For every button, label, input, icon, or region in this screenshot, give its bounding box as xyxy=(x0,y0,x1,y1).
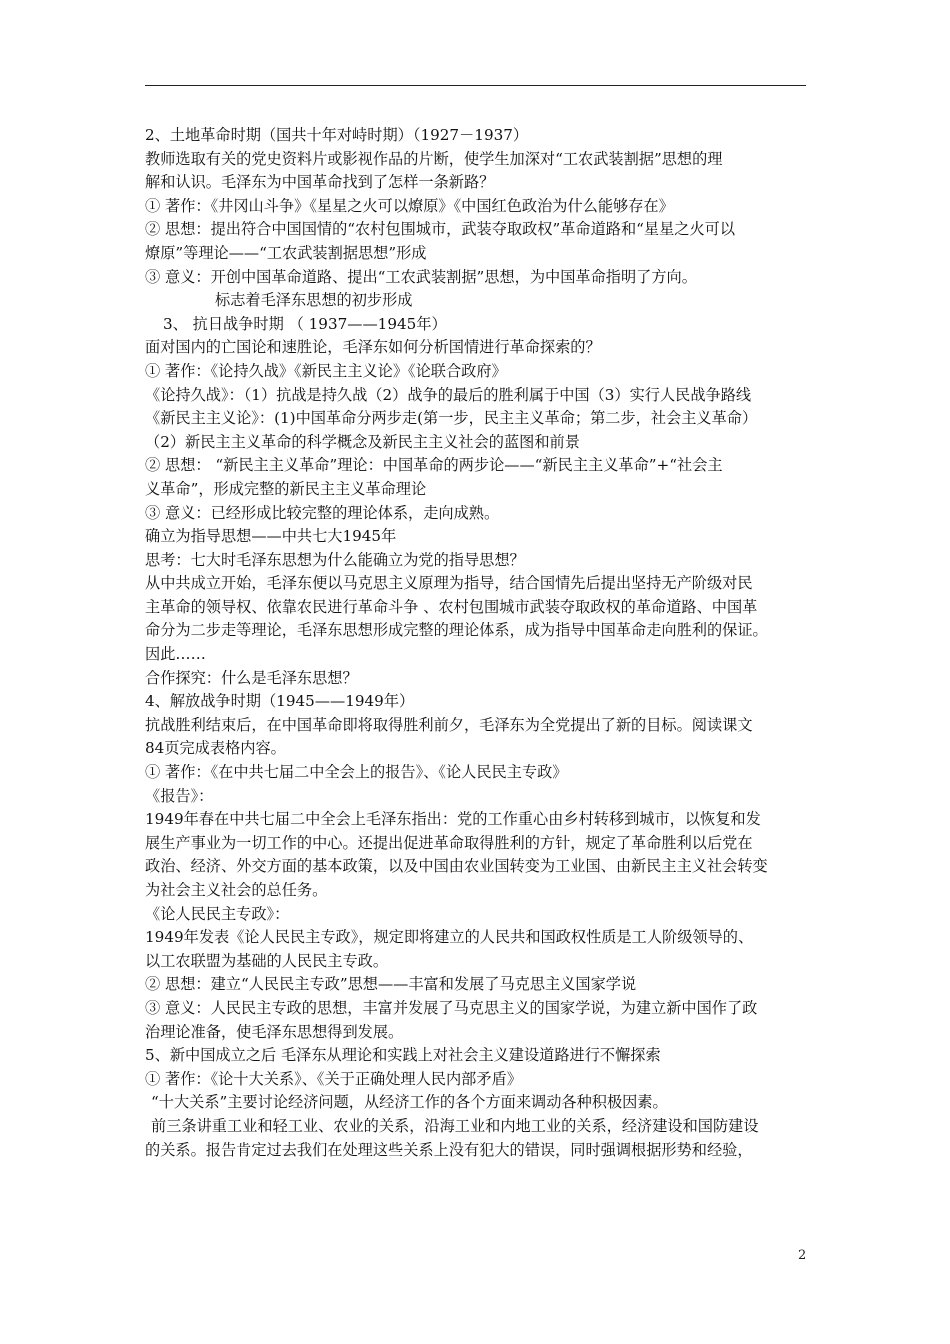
works-line: ① 著作：《在中共七届二中全会上的报告》、《论人民民主专政》 xyxy=(145,763,568,782)
paragraph-line: 治理论准备，使毛泽东思想得到发展。 xyxy=(145,1022,404,1041)
paragraph-line: （2）新民主主义革命的科学概念及新民主主义社会的蓝图和前景 xyxy=(145,432,580,451)
paragraph-line: 因此…… xyxy=(145,645,206,664)
paragraph-line: 义革命”，形成完整的新民主主义革命理论 xyxy=(145,479,427,498)
section-heading-liberation-war: 4、解放战争时期（1945——1949年） xyxy=(145,692,415,711)
works-line: ① 著作：《井冈山斗争》《星星之火可以燎原》《中国红色政治为什么能够存在》 xyxy=(145,196,674,215)
paragraph-line: 以工农联盟为基础的人民民主专政。 xyxy=(145,951,388,970)
significance-line: ③ 意义：人民民主专政的思想，丰富并发展了马克思主义的国家学说，为建立新中国作了政 xyxy=(145,998,758,1017)
paragraph-line: 展生产事业为一切工作的中心。还提出促进革命取得胜利的方针，规定了革命胜利以后党在 xyxy=(145,833,753,852)
section-heading-anti-japanese-war: 3、 抗日战争时期 （ 1937——1945年） xyxy=(163,314,447,333)
paragraph-line: 面对国内的亡国论和速胜论，毛泽东如何分析国情进行革命探索的？ xyxy=(145,338,601,357)
section-heading-land-revolution: 2、土地革命时期（国共十年对峙时期）（1927－1937） xyxy=(145,126,529,144)
paragraph-line: 抗战胜利结束后，在中国革命即将取得胜利前夕，毛泽东为全党提出了新的目标。阅读课文 xyxy=(145,715,753,734)
paragraph-line: 84页完成表格内容。 xyxy=(145,739,286,758)
paragraph-line: 燎原”等理论——“工农武装割据思想”形成 xyxy=(145,243,427,262)
thought-line: ② 思想： “新民主主义革命”理论：中国革命的两步论——“新民主主义革命”+“社会主 xyxy=(145,456,723,475)
paragraph-line: 1949年春在中共七届二中全会上毛泽东指出：党的工作重心由乡村转移到城市，以恢复和发 xyxy=(145,810,761,829)
paragraph-line: 教师选取有关的党史资料片或影视作品的片断，使学生加深对“工农武装割据”思想的理 xyxy=(145,149,723,168)
paragraph-line: 《论持久战》：（1）抗战是持久战（2）战争的最后的胜利属于中国（3）实行人民战争路线 xyxy=(145,385,752,404)
paragraph-line: 确立为指导思想——中共七大1945年 xyxy=(145,527,397,546)
paragraph-line: 为社会主义社会的总任务。 xyxy=(145,881,328,899)
section-heading-new-china: 5、新中国成立之后 毛泽东从理论和实践上对社会主义建设道路进行不懈探索 xyxy=(145,1046,661,1065)
question-line: 思考：七大时毛泽东思想为什么能确立为党的指导思想？ xyxy=(145,550,525,569)
paragraph-line: 解和认识。毛泽东为中国革命找到了怎样一条新路？ xyxy=(145,173,495,192)
question-line: 合作探究：什么是毛泽东思想？ xyxy=(145,668,358,687)
works-line: ① 著作：《论十大关系》、《关于正确处理人民内部矛盾》 xyxy=(145,1069,522,1088)
paragraph-line: 《报告》： xyxy=(145,786,214,805)
paragraph-line: 命分为二步走等理论，毛泽东思想形成完整的理论体系，成为指导中国革命走向胜利的保证。 xyxy=(145,621,768,640)
paragraph-line: 《新民主主义论》：(1)中国革命分两步走(第一步，民主主义革命；第二步，社会主义革命） xyxy=(145,409,758,428)
thought-line: ② 思想：建立“人民民主专政”思想——丰富和发展了马克思主义国家学说 xyxy=(145,975,637,994)
paragraph-line: 从中共成立开始，毛泽东便以马克思主义原理为指导，结合国情先后提出坚持无产阶级对民 xyxy=(145,574,753,593)
document-body xyxy=(145,124,817,1162)
paragraph-line: 政治、经济、外交方面的基本政策，以及中国由农业国转变为工业国、由新民主主义社会转变 xyxy=(145,857,768,876)
paragraph-line: 1949年发表《论人民民主专政》，规定即将建立的人民共和国政权性质是工人阶级领导的、 xyxy=(145,928,754,947)
header-rule xyxy=(145,85,806,86)
significance-line: ③ 意义：已经形成比较完整的理论体系，走向成熟。 xyxy=(145,503,500,522)
paragraph-line: 的关系。报告肯定过去我们在处理这些关系上没有犯大的错误，同时强调根据形势和经验， xyxy=(145,1140,753,1159)
paragraph-line: “十大关系”主要讨论经济问题，从经济工作的各个方面来调动各种积极因素。 xyxy=(151,1093,668,1112)
significance-line: ③ 意义：开创中国革命道路、提出“工农武装割据”思想，为中国革命指明了方向。 xyxy=(145,267,697,286)
paragraph-line: 主革命的领导权、依靠农民进行革命斗争 、农村包围城市武装夺取政权的革命道路、中国革 xyxy=(145,597,758,616)
paragraph-line: 标志着毛泽东思想的初步形成 xyxy=(215,291,413,310)
paragraph-line: 前三条讲重工业和轻工业、农业的关系，沿海工业和内地工业的关系，经济建设和国防建设 xyxy=(151,1116,759,1135)
paragraph-line: 《论人民民主专政》： xyxy=(145,904,290,923)
thought-line: ② 思想：提出符合中国国情的“农村包围城市，武装夺取政权”革命道路和“星星之火可以 xyxy=(145,220,736,239)
page-number: 2 xyxy=(798,1248,807,1263)
works-line: ① 著作：《论持久战》《新民主主义论》《论联合政府》 xyxy=(145,361,507,380)
